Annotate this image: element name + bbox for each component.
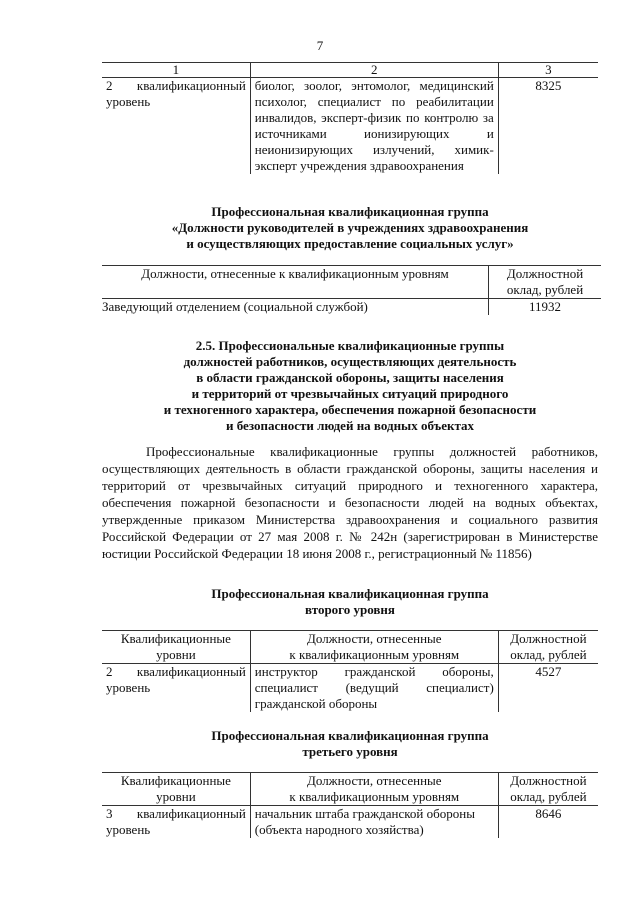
- table-row: [102, 299, 601, 316]
- salary-cell: 11932: [489, 299, 602, 316]
- level-cell: 3 квалификационный уровень: [106, 806, 246, 837]
- header-salary: Должностной оклад, рублей: [498, 631, 598, 664]
- group1-table: [102, 265, 598, 315]
- page-number: 7: [316, 38, 324, 53]
- level-cell: 2 квалификационный уровень: [106, 78, 246, 109]
- col-number-1: 1: [102, 63, 250, 78]
- group1-title: Профессиональная квалификационная группа «Должности руководителей в учреждениях здравоохранения и осуществляющих предоставление социальных услуг»: [171, 204, 529, 251]
- header-levels: Квалификационные уровни: [102, 631, 250, 664]
- salary-cell: 8325: [498, 78, 598, 175]
- header-levels: Квалификационные уровни: [102, 773, 250, 806]
- position-cell: Заведующий отделением (социальной службой): [102, 299, 368, 314]
- salary-cell: 4527: [498, 664, 598, 713]
- table-row: [102, 78, 598, 175]
- group2-title: Профессиональная квалификационная группа второго уровня: [211, 586, 489, 617]
- header-salary: Должностной оклад, рублей: [498, 773, 598, 806]
- body-paragraph: Профессиональные квалификационные группы должностей работников, осуществляющих деятельность в области гражданской обороны, защиты населения и территорий от чрезвычайных ситуаций природного и техногенного характера, обеспечения пожарной безопасности и безопасности людей на водных объектах, утвержденные приказом Министерства здравоохранения и социального развития Российской Федерации от 27 мая 2008 г. № 242н (зарегистрирован в Министерстве юстиции Российской Федерации 18 июня 2008 г., регистрационный № 11856): [102, 444, 598, 561]
- table-row: [102, 664, 598, 713]
- header-positions: Должности, отнесенные к квалификационным уровням: [102, 266, 489, 299]
- header-positions: Должности, отнесенные к квалификационным уровням: [250, 773, 498, 806]
- table-continuation: [102, 62, 598, 174]
- group2-table: [102, 630, 598, 712]
- table-row: [102, 806, 598, 839]
- positions-cell: биолог, зоолог, энтомолог, медицинский психолог, специалист по реабилитации инвалидов, эксперт-физик по контролю за источниками ионизирующих и неионизирующих излучений, химик-эксперт учреждения здравоохранения: [250, 78, 498, 175]
- positions-cell: начальник штаба гражданской обороны (объекта народного хозяйства): [250, 806, 498, 839]
- header-positions: Должности, отнесенные к квалификационным уровням: [250, 631, 498, 664]
- level-cell: 2 квалификационный уровень: [106, 664, 246, 695]
- salary-cell: 8646: [498, 806, 598, 839]
- positions-cell: инструктор гражданской обороны, специалист (ведущий специалист) гражданской обороны: [250, 664, 498, 713]
- header-salary: Должностной оклад, рублей: [489, 266, 602, 299]
- group3-table: [102, 772, 598, 838]
- col-number-3: 3: [498, 63, 598, 78]
- section-heading: 2.5. Профессиональные квалификационные группы должностей работников, осуществляющих деятельность в области гражданской обороны, защиты населения и территорий от чрезвычайных ситуаций природного и техногенного характера, обеспечения пожарной безопасности и безопасности людей на водных объектах: [163, 338, 537, 433]
- col-number-2: 2: [250, 63, 498, 78]
- group3-title: Профессиональная квалификационная группа третьего уровня: [211, 728, 489, 759]
